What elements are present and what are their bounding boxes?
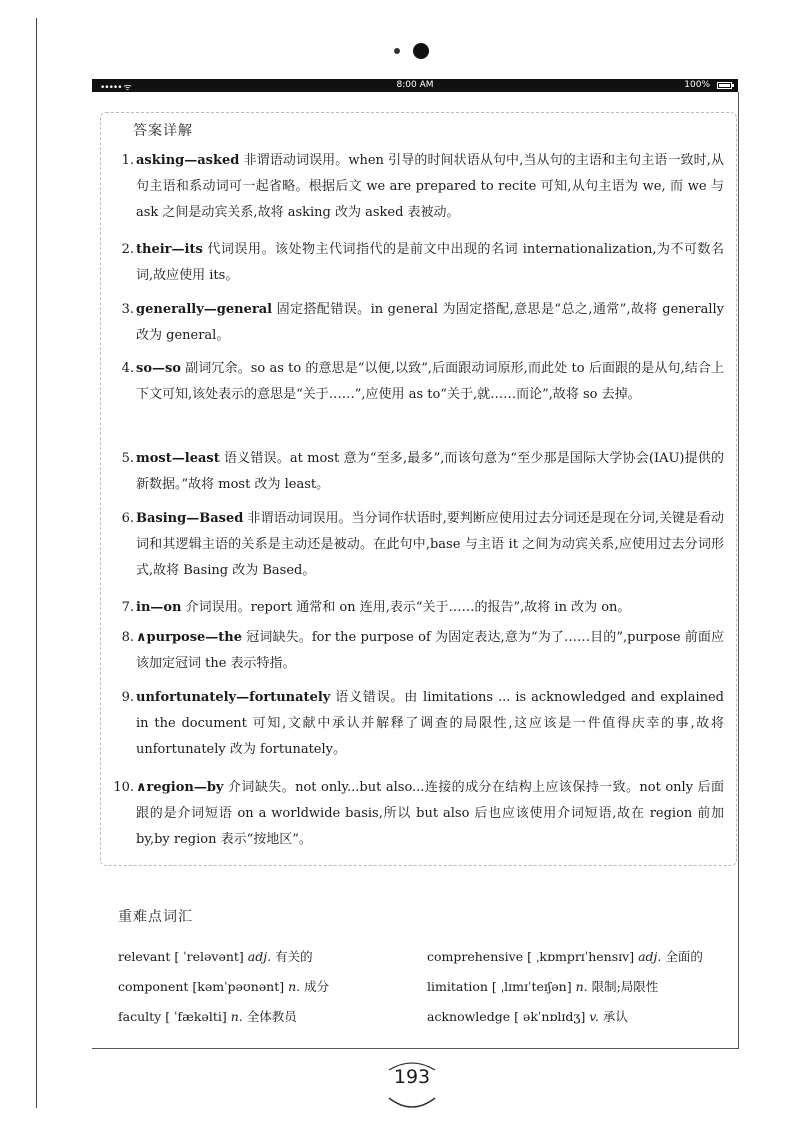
status-bar	[92, 79, 738, 92]
answer-head: ∧region—by	[136, 780, 224, 795]
camera-icon	[413, 43, 429, 59]
answer-body: 语义错误。由 limitations ... is acknowledged and explained in the document 可知,文献中承认并解释了调查的局限性,这应该是一件值得庆幸的事,故将 unfortunately 改为 fortunately。	[136, 690, 724, 757]
status-time: 8:00 AM	[396, 80, 434, 90]
vocab-phonetic: [kəmˈpəʊnənt]	[188, 979, 289, 994]
answer-body: 非谓语动词误用。当分词作状语时,要判断应使用过去分词还是现在分词,关键是看动词和其逻辑主语的关系是主动还是被动。在此句中,base 与主语 it 之间为动宾关系,应使用过去分词形式,故将 Basing 改为 Based。	[136, 511, 724, 578]
answer-body: 介词误用。report 通常和 on 连用,表示“关于……的报告”,故将 in 改为 on。	[181, 600, 631, 615]
answer-item	[112, 685, 724, 763]
vocab-pos: adj.	[638, 949, 662, 964]
vocab-entry	[427, 977, 658, 995]
vocab-term: component	[118, 979, 189, 994]
vocab-entry	[427, 947, 703, 965]
vocab-term: acknowledge	[427, 1009, 511, 1024]
vocab-phonetic: [ ˌkɒmprɪˈhensɪv]	[523, 949, 639, 964]
answer-item	[112, 446, 724, 498]
vocab-pos: v.	[589, 1009, 599, 1024]
vocab-pos: n.	[230, 1009, 243, 1024]
page-number: 193	[393, 1066, 431, 1088]
vocab-term: comprehensive	[427, 949, 524, 964]
answer-number: 2.	[121, 242, 134, 257]
answer-item	[112, 237, 724, 289]
answer-item	[112, 356, 724, 408]
vocab-term: faculty	[118, 1009, 162, 1024]
answer-item	[112, 506, 724, 584]
answer-number: 9.	[121, 690, 134, 705]
answer-head: unfortunately—fortunately	[136, 690, 331, 705]
battery-icon	[717, 82, 732, 89]
vocab-meaning: 成分	[300, 979, 330, 994]
answer-head: most—least	[136, 451, 220, 466]
answer-head: their—its	[136, 242, 203, 257]
answer-number: 5.	[121, 451, 134, 466]
answer-head: asking—asked	[136, 153, 240, 168]
answer-body: 固定搭配错误。in general 为固定搭配,意思是“总之,通常”,故将 generally 改为 general。	[136, 302, 724, 343]
answer-item	[112, 297, 724, 349]
vocab-pos: n.	[288, 979, 301, 994]
vocab-phonetic: [ ˈfækəlti]	[161, 1009, 231, 1024]
vocab-meaning: 全面的	[661, 949, 703, 964]
answer-item	[112, 625, 724, 677]
vocab-term: limitation	[427, 979, 488, 994]
margin-rule	[36, 18, 37, 1108]
vocab-title: 重难点词汇	[118, 909, 193, 925]
answer-item	[112, 775, 724, 853]
answer-number: 1.	[121, 153, 134, 168]
vocab-meaning: 全体教员	[242, 1009, 297, 1024]
sensor-dot	[394, 48, 400, 54]
answer-body: 代词误用。该处物主代词指代的是前文中出现的名词 internationalization,为不可数名词,故应使用 its。	[136, 242, 724, 283]
section-title: 答案详解	[133, 123, 193, 139]
vocab-entry	[118, 977, 329, 995]
answer-head: Basing—Based	[136, 511, 244, 526]
answer-number: 3.	[121, 302, 134, 317]
vocab-entry	[118, 1007, 297, 1025]
vocab-entry	[427, 1007, 628, 1025]
vocab-entry	[118, 947, 313, 965]
vocab-meaning: 承认	[598, 1009, 628, 1024]
answer-number: 4.	[121, 361, 134, 376]
answer-head: so—so	[136, 361, 181, 376]
answer-number: 10.	[113, 780, 134, 795]
signal-icon: ••••• ᯤ	[100, 83, 131, 93]
answer-body: 语义错误。at most 意为“至多,最多”,而该句意为“至少那是国际大学协会(IAU)提供的新数据。”故将 most 改为 least。	[136, 451, 724, 492]
answer-number: 8.	[121, 630, 134, 645]
answer-number: 7.	[121, 600, 134, 615]
answer-body: 冠词缺失。for the purpose of 为固定表达,意为“为了……目的”,purpose 前面应该加定冠词 the 表示特指。	[136, 630, 724, 671]
vocab-pos: n.	[575, 979, 588, 994]
answer-number: 6.	[121, 511, 134, 526]
vocab-meaning: 有关的	[271, 949, 313, 964]
vocab-term: relevant	[118, 949, 171, 964]
answer-body: 介词缺失。not only...but also...连接的成分在结构上应该保持一致。not only 后面跟的是介词短语 on a worldwide basis,所以 but also 后也应该使用介词短语,故在 region 前加 by,by region 表示“按地区”。	[136, 780, 724, 847]
answer-item	[112, 595, 724, 621]
answer-head: generally—general	[136, 302, 273, 317]
vocab-phonetic: [ ˈreləvənt]	[170, 949, 248, 964]
answer-head: in—on	[136, 600, 182, 615]
answer-body: 副词冗余。so as to 的意思是“以便,以致”,后面跟动词原形,而此处 to 后面跟的是从句,结合上下文可知,该处表示的意思是“关于……”,应使用 as to“关于,就……而论”,故将 so 去掉。	[136, 361, 724, 402]
vocab-meaning: 限制;局限性	[587, 979, 659, 994]
vocab-pos: adj.	[247, 949, 272, 964]
answer-body: 非谓语动词误用。when 引导的时间状语从句中,当从句的主语和主句主语一致时,从句主语和系动词可一起省略。根据后文 we are prepared to recite 可知,从句主语为 we, 而 we 与 ask 之间是动宾关系,故将 asking 改为 asked 表被动。	[136, 153, 724, 220]
battery-percent: 100%	[684, 80, 710, 90]
vocab-phonetic: [ ˌlɪmɪˈteɪʃən]	[487, 979, 576, 994]
vocab-phonetic: [ əkˈnɒlɪdʒ]	[510, 1009, 590, 1024]
answer-item	[112, 148, 724, 226]
answer-head: ∧purpose—the	[136, 630, 243, 645]
